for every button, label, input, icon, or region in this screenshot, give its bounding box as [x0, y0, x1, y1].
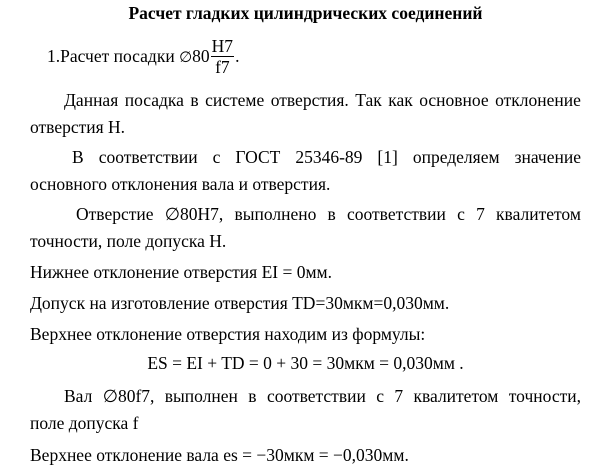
es-shaft-formula: es = −30мкм = −0,030мм	[223, 445, 405, 465]
word: определяем	[412, 147, 500, 167]
word: ∅80f7,	[102, 386, 155, 406]
para4-line2: поле допуска f	[30, 413, 139, 433]
para1-line2: отверстия Н.	[30, 117, 126, 137]
diameter-icon: ∅	[179, 48, 193, 66]
word: с	[376, 386, 384, 406]
word: квалитетом	[496, 204, 581, 224]
es-formula: ES = EI + TD = 0 + 30 = 30мкм = 0,030мм .	[147, 353, 464, 373]
ei-line	[30, 261, 581, 283]
word: 25346-89	[295, 147, 363, 167]
word: отклонение	[495, 90, 581, 110]
fit-nominal: 80	[192, 46, 210, 66]
word: точности,	[508, 386, 581, 406]
word: отверстия.	[270, 90, 349, 110]
word: соответствии	[266, 386, 366, 406]
word: ∅80H7,	[164, 204, 224, 224]
fit-fraction	[211, 36, 234, 77]
es-shaft-suffix: .	[404, 445, 409, 465]
word: В	[72, 147, 84, 167]
word: ГОСТ	[235, 147, 281, 167]
word: Отверстие	[76, 204, 154, 224]
word: Так	[355, 90, 382, 110]
ei-suffix: .	[327, 262, 332, 282]
word: с	[457, 204, 465, 224]
ei-formula: EI = 0мм	[261, 262, 328, 282]
fit-denominator: f7	[215, 57, 230, 78]
para2-line2: основного отклонения вала и отверстия.	[30, 174, 331, 194]
word: системе	[205, 90, 265, 110]
word: значение	[514, 147, 581, 167]
word: выполнено	[234, 204, 317, 224]
word: с	[212, 147, 221, 167]
es-shaft-text: Верхнее отклонение вала	[30, 445, 219, 465]
fit-prefix: 1.Расчет посадки	[47, 46, 175, 66]
para4-line1	[64, 385, 581, 407]
para3-line2: точности, поле допуска Н.	[30, 231, 227, 251]
word: в	[327, 204, 336, 224]
word: как	[388, 90, 413, 110]
para1-line1	[64, 89, 581, 111]
word: [1]	[377, 147, 398, 167]
word: выполнен	[164, 386, 238, 406]
word: в	[190, 90, 199, 110]
es-intro-line: Верхнее отклонение отверстия находим из формулы:	[30, 324, 426, 344]
fit-line	[47, 34, 581, 79]
fit-numerator: H7	[211, 36, 234, 57]
word: Данная	[64, 90, 119, 110]
para2-line1	[72, 146, 581, 168]
es-shaft-line	[30, 444, 581, 466]
word: квалитетом	[413, 386, 499, 406]
document-title: Расчет гладких цилиндрических соединений	[128, 3, 483, 23]
para3-line1	[76, 203, 581, 225]
fit-suffix: .	[235, 46, 240, 66]
word: основное	[419, 90, 489, 110]
word: 7	[476, 204, 485, 224]
word: соответствии	[347, 204, 446, 224]
td-line: Допуск на изготовление отверстия TD=30мкм=0,030мм.	[30, 293, 450, 313]
word: в	[248, 386, 257, 406]
word: 7	[394, 386, 404, 406]
word: Вал	[64, 386, 93, 406]
ei-text: Нижнее отклонение отверстия	[30, 262, 258, 282]
word: посадка	[124, 90, 184, 110]
word: соответствии	[98, 147, 198, 167]
